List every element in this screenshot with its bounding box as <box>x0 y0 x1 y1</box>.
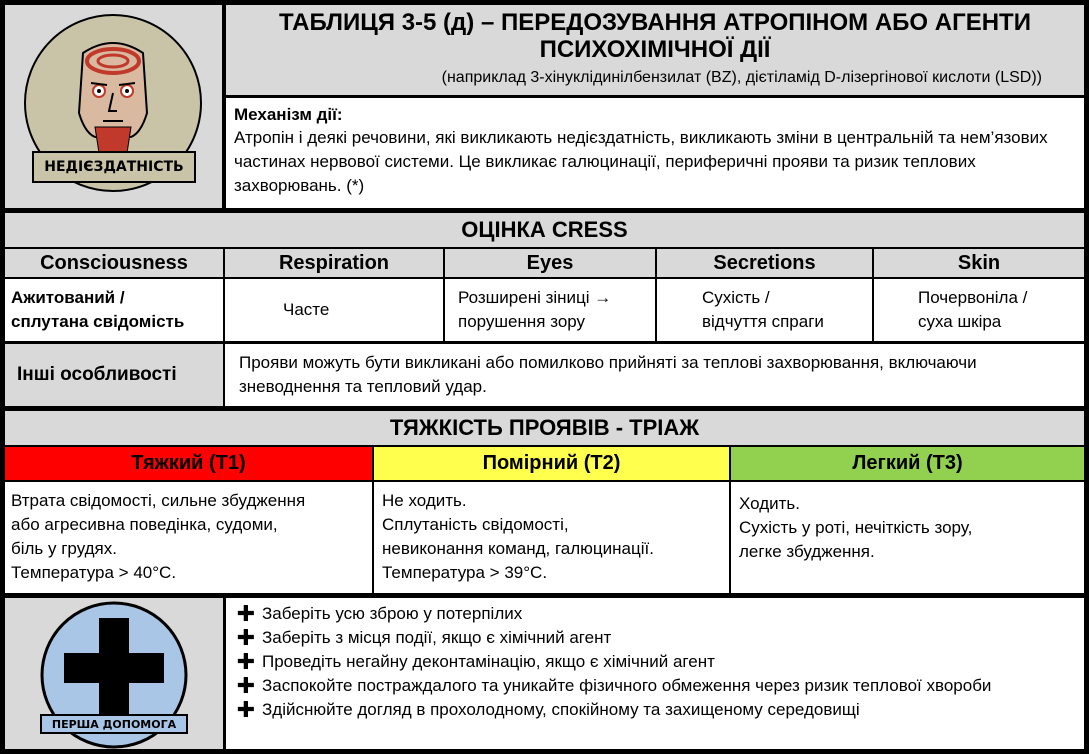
cress-col-eyes: Eyes <box>445 249 655 277</box>
cress-col-secretions: Secretions <box>657 249 872 277</box>
cress-value-consciousness: Ажитований / сплутана свідомість <box>5 279 223 341</box>
other-features-label: Інші особливості <box>5 344 223 406</box>
cress-value-respiration: Часте <box>225 279 443 341</box>
mechanism-text: Атропін і деякі речовини, які викликають недієздатність, викликають зміни в центральній та нем’язових частинах нервової системи. Це викликає галюцинації, периферичні прояви та ризик теплових захворювань. (*) <box>234 128 1048 195</box>
list-item: ✚ Здійснюйте догляд в прохолодному, спокійному та захищеному середовищі <box>236 697 860 722</box>
triage-severe-header: Тяжкий (T1) <box>5 447 372 480</box>
first-aid-list-panel <box>226 598 1084 749</box>
page-title-line2: ПСИХОХІМІЧНОЇ ДІЇ <box>539 36 771 63</box>
plus-icon: ✚ <box>236 625 256 650</box>
page-subtitle: (наприклад 3-хінуклідинілбензилат (BZ), дієтіламід D-лізергінової кислоти (LSD)) <box>441 69 1042 86</box>
triage-moderate-header: Помірний (T2) <box>374 447 729 480</box>
plus-icon: ✚ <box>236 673 256 698</box>
incapacitation-badge: НЕДІЄЗДАТНІСТЬ <box>32 151 196 183</box>
cress-col-consciousness: Consciousness <box>5 249 223 277</box>
other-features-text: Прояви можуть бути викликані або помилково прийняті за теплові захворювання, включаючи зневоднення та тепловий удар. <box>225 344 1084 406</box>
mechanism-block <box>226 98 1084 208</box>
cress-value-eyes: Розширені зіниці → порушення зору <box>445 279 655 341</box>
plus-icon: ✚ <box>236 601 256 626</box>
page-title <box>226 5 1084 63</box>
list-item: ✚ Заберіть з місця події, якщо є хімічний агент <box>236 625 612 650</box>
triage-moderate-text: Не ходить. Сплутаність свідомості, невиконання команд, галюцинації. Температура > 39°C. <box>374 482 729 593</box>
triage-title: ТЯЖКІСТЬ ПРОЯВІВ - ТРІАЖ <box>5 411 1084 445</box>
cress-title: ОЦІНКА CRESS <box>5 213 1084 247</box>
first-aid-list <box>236 602 1074 722</box>
list-item: ✚ Проведіть негайну деконтамінацію, якщо є хімічний агент <box>236 649 715 674</box>
plus-icon: ✚ <box>236 649 256 674</box>
triage-severe-text: Втрата свідомості, сильне збудження або агресивна поведінка, судоми, біль у грудях. Температура > 40°C. <box>5 482 372 593</box>
first-aid-badge: ПЕРША ДОПОМОГА <box>40 714 188 734</box>
triage-mild-header: Легкий (T3) <box>731 447 1084 480</box>
mechanism-label: Механізм дії: <box>234 105 343 124</box>
plus-icon: ✚ <box>236 697 256 722</box>
page-title-line1: ТАБЛИЦЯ 3-5 (д) – ПЕРЕДОЗУВАННЯ АТРОПІНОМ АБО АГЕНТИ <box>279 9 1031 36</box>
first-aid-icon-panel <box>5 598 223 749</box>
cress-col-skin: Skin <box>874 249 1084 277</box>
list-item: ✚ Заберіть усю зброю у потерпілих <box>236 601 523 626</box>
cress-value-secretions: Сухість / відчуття спраги <box>657 279 872 341</box>
incapacitation-icon-panel <box>5 5 222 208</box>
triage-mild-text: Ходить. Сухість у роті, нечіткість зору, легке збудження. <box>731 482 1084 593</box>
cress-value-skin: Почервоніла / суха шкіра <box>874 279 1084 341</box>
cress-col-respiration: Respiration <box>225 249 443 277</box>
list-item: ✚ Заспокойте постраждалого та уникайте фізичного обмеження через ризик теплової хвороби <box>236 673 992 698</box>
title-block <box>226 5 1084 95</box>
